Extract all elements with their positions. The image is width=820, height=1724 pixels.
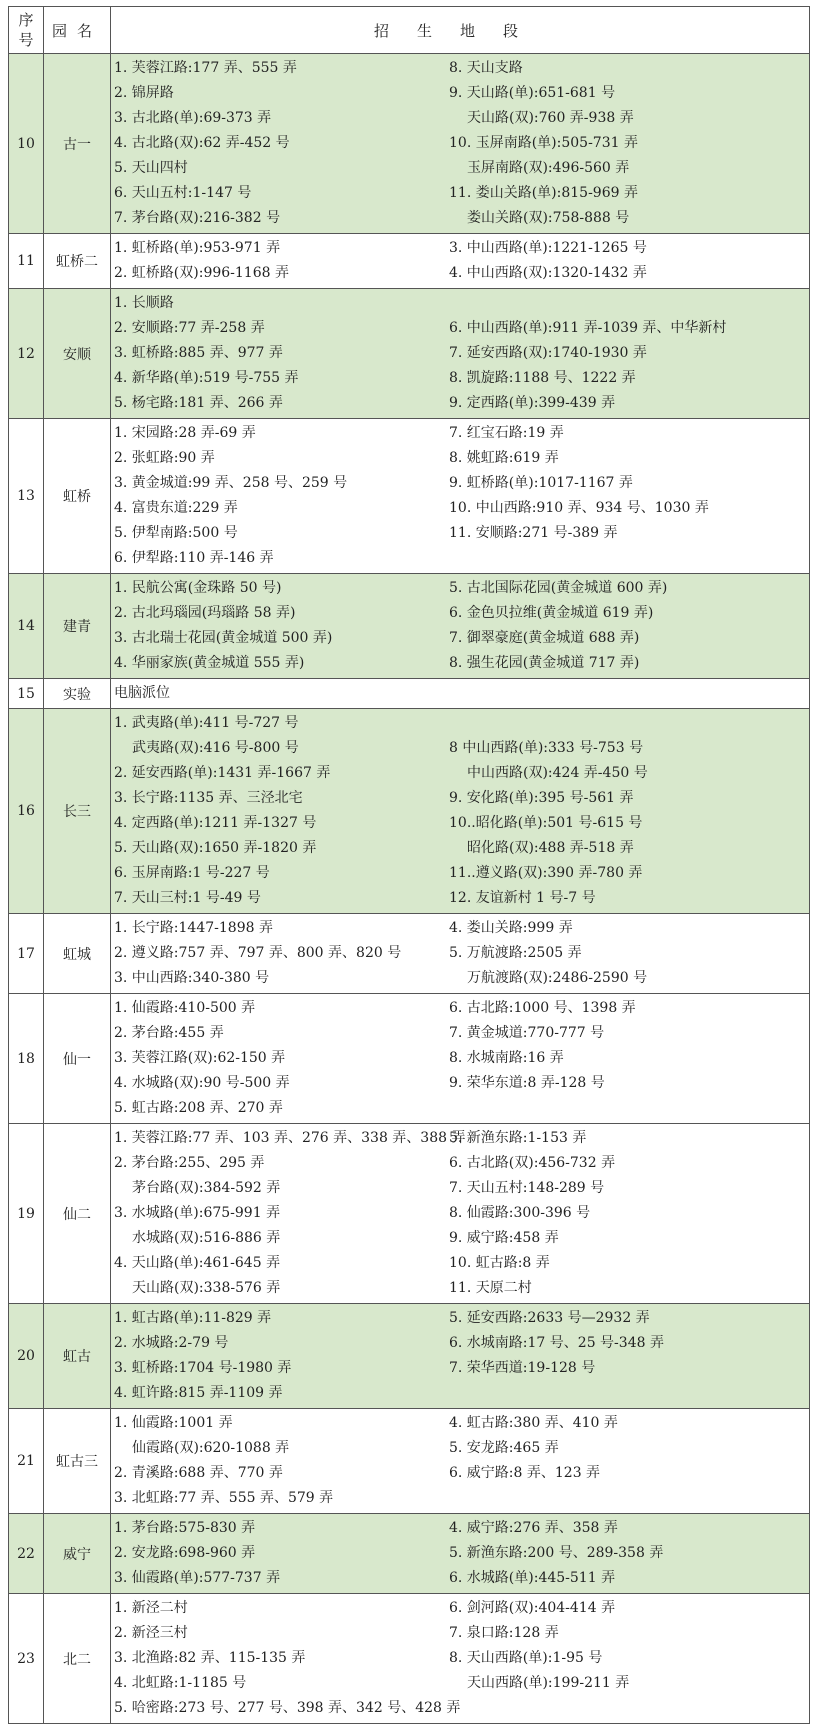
area-line: 12. 友谊新村 1 号-7 号 (449, 890, 596, 906)
area-line: 6. 玉屏南路:1 号-227 号 (114, 865, 270, 881)
area-columns (114, 576, 809, 676)
area-line: 2. 茅台路:455 弄 (114, 1025, 224, 1041)
area-line: 5. 天山四村 (114, 160, 188, 176)
area-line: 6. 天山五村:1-147 号 (114, 185, 252, 201)
area-line: 1. 民航公寓(金珠路 50 号) (114, 580, 282, 596)
area-line: 8. 天山西路(单):1-95 号 (449, 1650, 603, 1666)
kindergarten-name: 北二 (44, 1594, 111, 1724)
enrollment-area (111, 1409, 810, 1514)
enrollment-area (111, 234, 810, 289)
area-line: 4. 威宁路:276 弄、358 弄 (449, 1520, 618, 1536)
row-number: 20 (9, 1304, 44, 1409)
row-number: 17 (9, 914, 44, 994)
area-line: 1. 仙霞路:410-500 弄 (114, 1000, 256, 1016)
area-line: 8. 强生花园(黄金城道 717 弄) (449, 655, 640, 671)
area-line: 3. 古北路(单):69-373 弄 (114, 110, 272, 126)
area-line: 1. 芙蓉江路:77 弄、103 弄、276 弄、338 弄、388 弄 (114, 1130, 466, 1146)
area-column-right (449, 236, 809, 286)
area-column-right (449, 1126, 809, 1301)
area-column-left (114, 916, 449, 991)
area-line: 中山西路(双):424 弄-450 号 (467, 765, 648, 781)
area-column-right (449, 421, 809, 571)
area-line: 万航渡路(双):2486-2590 号 (467, 970, 648, 986)
area-line: 3. 黄金城道:99 弄、258 号、259 号 (114, 475, 348, 491)
area-line: 7. 延安西路(双):1740-1930 弄 (449, 345, 647, 361)
area-line: 7. 天山三村:1 号-49 号 (114, 890, 261, 906)
area-column-right (449, 1596, 809, 1721)
area-line: 4. 富贵东道:229 弄 (114, 500, 238, 516)
kindergarten-name: 虹古 (44, 1304, 111, 1409)
area-line: 11. 娄山关路(单):815-969 弄 (449, 185, 638, 201)
area-line: 5. 古北国际花园(黄金城道 600 弄) (449, 580, 668, 596)
area-line: 3. 虹桥路:1704 号-1980 弄 (114, 1360, 292, 1376)
kindergarten-name: 虹城 (44, 914, 111, 994)
area-column-left (114, 236, 449, 286)
area-line: 2. 青溪路:688 弄、770 弄 (114, 1465, 283, 1481)
area-column-left (114, 421, 449, 571)
area-column-right (449, 1516, 809, 1591)
area-line: 2. 延安西路(单):1431 弄-1667 弄 (114, 765, 331, 781)
area-line: 1. 虹古路(单):11-829 弄 (114, 1310, 272, 1326)
enrollment-area (111, 419, 810, 574)
area-line: 11..遵义路(双):390 弄-780 弄 (449, 865, 643, 881)
area-line: 6. 中山西路(单):911 弄-1039 弄、中华新村 (449, 320, 727, 336)
area-line: 4. 水城路(双):90 号-500 弄 (114, 1075, 290, 1091)
area-line: 天山西路(单):199-211 弄 (467, 1675, 630, 1691)
area-line: 7. 茅台路(双):216-382 号 (114, 210, 281, 226)
area-line: 1. 长宁路:1447-1898 弄 (114, 920, 273, 936)
area-line: 4. 虹许路:815 弄-1109 弄 (114, 1385, 283, 1401)
row-number: 15 (9, 679, 44, 709)
area-line: 2. 锦屏路 (114, 85, 174, 101)
area-columns (114, 421, 809, 571)
area-column-left (114, 56, 449, 231)
area-line: 11. 天原二村 (449, 1280, 532, 1296)
area-line: 6. 古北路(双):456-732 弄 (449, 1155, 616, 1171)
area-line: 3. 中山西路:340-380 号 (114, 970, 270, 986)
area-line: 3. 北渔路:82 弄、115-135 弄 (114, 1650, 306, 1666)
row-number: 10 (9, 54, 44, 234)
header-num-line2: 号 (18, 31, 34, 49)
area-line: 8. 仙霞路:300-396 号 (449, 1205, 591, 1221)
area-line: 4. 天山路(单):461-645 弄 (114, 1255, 281, 1271)
area-line: 4. 古北路(双):62 弄-452 号 (114, 135, 290, 151)
area-columns (114, 56, 809, 231)
area-line: 6. 金色贝拉维(黄金城道 619 弄) (449, 605, 654, 621)
row-number: 23 (9, 1594, 44, 1724)
area-line: 10. 中山西路:910 弄、934 号、1030 弄 (449, 500, 709, 516)
area-line: 2. 新泾三村 (114, 1625, 188, 1641)
table-row (9, 1514, 810, 1594)
area-line: 2. 遵义路:757 弄、797 弄、800 弄、820 号 (114, 945, 402, 961)
area-column-right (449, 916, 809, 991)
kindergarten-name: 仙一 (44, 994, 111, 1124)
area-line: 4. 定西路(单):1211 弄-1327 号 (114, 815, 317, 831)
area-column-left (114, 711, 449, 911)
area-line: 10. 虹古路:8 弄 (449, 1255, 550, 1271)
area-line: 9. 荣华东道:8 弄-128 号 (449, 1075, 605, 1091)
enrollment-table (8, 6, 810, 1724)
area-line: 5. 天山路(双):1650 弄-1820 弄 (114, 840, 317, 856)
area-columns (114, 1306, 809, 1406)
area-line: 8. 姚虹路:619 弄 (449, 450, 559, 466)
kindergarten-name: 虹桥 (44, 419, 111, 574)
kindergarten-name: 仙二 (44, 1124, 111, 1304)
area-column-left (114, 291, 449, 416)
area-line: 玉屏南路(双):496-560 弄 (467, 160, 630, 176)
area-line: 1. 长顺路 (114, 295, 174, 311)
area-line: 天山路(双):338-576 弄 (132, 1280, 281, 1296)
area-column-left (114, 681, 449, 706)
table-row (9, 1124, 810, 1304)
table-row (9, 419, 810, 574)
area-columns (114, 1411, 809, 1511)
area-line: 7. 泉口路:128 弄 (449, 1625, 559, 1641)
kindergarten-name: 建青 (44, 574, 111, 679)
area-line: 8 中山西路(单):333 号-753 号 (449, 740, 644, 756)
area-column-left (114, 996, 449, 1121)
area-line: 5. 哈密路:273 号、277 号、398 弄、342 号、428 弄 (114, 1700, 461, 1716)
area-column-left (114, 1306, 449, 1406)
area-line: 8. 水城南路:16 弄 (449, 1050, 564, 1066)
table-row (9, 914, 810, 994)
area-column-right (449, 56, 809, 231)
area-column-right (449, 996, 809, 1121)
area-columns (114, 711, 809, 911)
area-line: 3. 芙蓉江路(双):62-150 弄 (114, 1050, 286, 1066)
area-line: 2. 虹桥路(双):996-1168 弄 (114, 265, 289, 281)
table-row (9, 54, 810, 234)
area-column-right (449, 291, 809, 416)
table-body (9, 54, 810, 1724)
area-line: 11. 安顺路:271 号-389 弄 (449, 525, 618, 541)
area-line: 4. 中山西路(双):1320-1432 弄 (449, 265, 647, 281)
area-columns (114, 681, 809, 706)
area-line: 茅台路(双):384-592 弄 (132, 1180, 281, 1196)
area-line: 2. 张虹路:90 弄 (114, 450, 215, 466)
enrollment-area (111, 679, 810, 709)
area-line: 9. 定西路(单):399-439 弄 (449, 395, 616, 411)
area-line: 5. 新渔东路:200 号、289-358 弄 (449, 1545, 664, 1561)
enrollment-area (111, 1594, 810, 1724)
area-columns (114, 291, 809, 416)
area-line: 5. 杨宅路:181 弄、266 弄 (114, 395, 283, 411)
header-area: 招生地段 (111, 7, 810, 54)
area-line: 2. 茅台路:255、295 弄 (114, 1155, 265, 1171)
area-line: 1. 仙霞路:1001 弄 (114, 1415, 233, 1431)
table-row (9, 1304, 810, 1409)
row-number: 13 (9, 419, 44, 574)
row-number: 22 (9, 1514, 44, 1594)
area-line: 7. 荣华西道:19-128 号 (449, 1360, 596, 1376)
enrollment-area (111, 289, 810, 419)
table-row (9, 289, 810, 419)
area-line: 9. 虹桥路(单):1017-1167 弄 (449, 475, 633, 491)
area-line: 5. 伊犁南路:500 号 (114, 525, 238, 541)
kindergarten-name: 威宁 (44, 1514, 111, 1594)
area-line: 武夷路(双):416 号-800 号 (132, 740, 299, 756)
area-line: 3. 长宁路:1135 弄、三泾北宅 (114, 790, 303, 806)
area-column-left (114, 1126, 466, 1301)
area-line: 10..昭化路(单):501 号-615 号 (449, 815, 643, 831)
enrollment-area (111, 709, 810, 914)
area-columns (114, 996, 809, 1121)
area-line: 4. 华丽家族(黄金城道 555 弄) (114, 655, 305, 671)
area-line: 4. 娄山关路:999 弄 (449, 920, 573, 936)
table-row (9, 709, 810, 914)
area-column-left (114, 1411, 449, 1511)
row-number: 14 (9, 574, 44, 679)
area-line: 2. 古北玛瑙园(玛瑙路 58 弄) (114, 605, 296, 621)
area-line: 2. 水城路:2-79 号 (114, 1335, 229, 1351)
area-line: 仙霞路(双):620-1088 弄 (132, 1440, 290, 1456)
kindergarten-name: 实验 (44, 679, 111, 709)
table-row (9, 1409, 810, 1514)
table-row (9, 1594, 810, 1724)
kindergarten-name: 古一 (44, 54, 111, 234)
header-name: 园名 (44, 7, 111, 54)
row-number: 18 (9, 994, 44, 1124)
area-column-left (114, 1596, 461, 1721)
area-line: 3. 仙霞路(单):577-737 弄 (114, 1570, 281, 1586)
area-line: 9. 威宁路:458 弄 (449, 1230, 559, 1246)
area-line: 1. 武夷路(单):411 号-727 号 (114, 715, 299, 731)
kindergarten-name: 安顺 (44, 289, 111, 419)
header-num (9, 7, 44, 54)
area-line: 7. 御翠豪庭(黄金城道 688 弄) (449, 630, 640, 646)
row-number: 19 (9, 1124, 44, 1304)
area-column-right (449, 576, 809, 676)
area-line: 10. 玉屏南路(单):505-731 弄 (449, 135, 638, 151)
area-line: 8. 凯旋路:1188 号、1222 弄 (449, 370, 636, 386)
area-line: 电脑派位 (114, 685, 170, 701)
row-number: 11 (9, 234, 44, 289)
area-column-right (449, 1411, 809, 1511)
area-line: 3. 古北瑞士花园(黄金城道 500 弄) (114, 630, 333, 646)
area-line: 4. 北虹路:1-1185 号 (114, 1675, 247, 1691)
area-line: 2. 安顺路:77 弄-258 弄 (114, 320, 265, 336)
enrollment-area (111, 1304, 810, 1409)
area-line: 1. 新泾二村 (114, 1600, 188, 1616)
area-column-left (114, 576, 449, 676)
area-column-right (449, 1306, 809, 1406)
area-line: 1. 芙蓉江路:177 弄、555 弄 (114, 60, 297, 76)
area-columns (114, 1516, 809, 1591)
area-line: 4. 新华路(单):519 号-755 弄 (114, 370, 299, 386)
area-line: 6. 古北路:1000 号、1398 弄 (449, 1000, 636, 1016)
header-num-line1: 序 (18, 11, 34, 29)
area-line: 5. 万航渡路:2505 弄 (449, 945, 582, 961)
area-line: 1. 茅台路:575-830 弄 (114, 1520, 256, 1536)
area-line: 5. 安龙路:465 弄 (449, 1440, 559, 1456)
enrollment-area (111, 54, 810, 234)
area-line: 7. 黄金城道:770-777 号 (449, 1025, 605, 1041)
area-column-right (449, 681, 809, 706)
enrollment-area (111, 574, 810, 679)
area-line: 昭化路(双):488 弄-518 弄 (467, 840, 634, 856)
table-row (9, 679, 810, 709)
area-line (449, 291, 809, 316)
area-line: 3. 虹桥路:885 弄、977 弄 (114, 345, 283, 361)
area-line: 3. 北虹路:77 弄、555 弄、579 弄 (114, 1490, 334, 1506)
area-line: 1. 宋园路:28 弄-69 弄 (114, 425, 256, 441)
area-line: 1. 虹桥路(单):953-971 弄 (114, 240, 281, 256)
area-line: 5. 延安西路:2633 号—2932 弄 (449, 1310, 650, 1326)
area-line: 3. 中山西路(单):1221-1265 号 (449, 240, 647, 256)
area-line: 9. 天山路(单):651-681 号 (449, 85, 616, 101)
area-line: 6. 水城南路:17 号、25 号-348 弄 (449, 1335, 664, 1351)
area-columns (114, 916, 809, 991)
row-number: 16 (9, 709, 44, 914)
area-line: 2. 安龙路:698-960 弄 (114, 1545, 256, 1561)
area-line: 6. 剑河路(双):404-414 弄 (449, 1600, 616, 1616)
area-columns (114, 1126, 809, 1301)
table-row (9, 574, 810, 679)
kindergarten-name: 虹桥二 (44, 234, 111, 289)
area-line: 7. 红宝石路:19 弄 (449, 425, 564, 441)
area-line: 娄山关路(双):758-888 号 (467, 210, 630, 226)
area-line: 6. 威宁路:8 弄、123 弄 (449, 1465, 601, 1481)
area-line: 9. 安化路(单):395 号-561 弄 (449, 790, 634, 806)
area-line: 6. 水城路(单):445-511 弄 (449, 1570, 616, 1586)
area-columns (114, 1596, 809, 1721)
area-line: 6. 伊犁路:110 弄-146 弄 (114, 550, 274, 566)
area-line (449, 711, 809, 736)
enrollment-area (111, 1514, 810, 1594)
area-line: 5. 虹古路:208 弄、270 弄 (114, 1100, 283, 1116)
kindergarten-name: 虹古三 (44, 1409, 111, 1514)
table-row (9, 234, 810, 289)
table-row (9, 994, 810, 1124)
area-line: 7. 天山五村:148-289 号 (449, 1180, 605, 1196)
enrollment-area (111, 914, 810, 994)
row-number: 12 (9, 289, 44, 419)
area-line: 天山路(双):760 弄-938 弄 (467, 110, 634, 126)
area-line: 5. 新渔东路:1-153 弄 (449, 1130, 587, 1146)
row-number: 21 (9, 1409, 44, 1514)
area-line: 4. 虹古路:380 弄、410 弄 (449, 1415, 618, 1431)
enrollment-area (111, 1124, 810, 1304)
kindergarten-name: 长三 (44, 709, 111, 914)
header-row (9, 7, 810, 54)
area-line: 3. 水城路(单):675-991 弄 (114, 1205, 281, 1221)
area-columns (114, 236, 809, 286)
area-column-left (114, 1516, 449, 1591)
area-line: 水城路(双):516-886 弄 (132, 1230, 281, 1246)
enrollment-area (111, 994, 810, 1124)
area-line: 8. 天山支路 (449, 60, 523, 76)
area-column-right (449, 711, 809, 911)
